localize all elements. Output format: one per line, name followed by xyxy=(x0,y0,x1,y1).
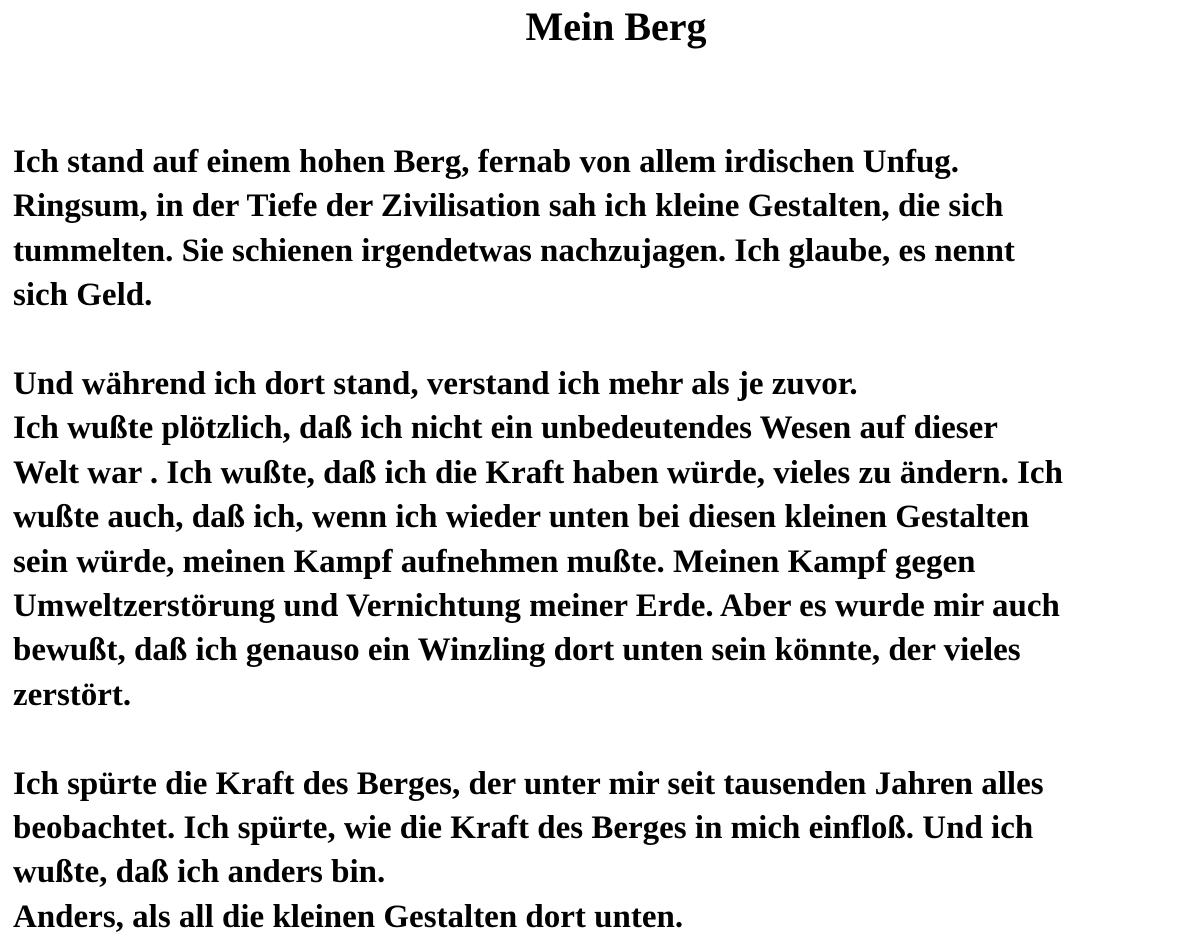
text-line: Ich wußte plötzlich, daß ich nicht ein unbedeutendes Wesen auf dieser xyxy=(13,410,998,447)
text-line: Anders, als all die kleinen Gestalten dort unten. xyxy=(13,898,684,935)
text-line: Welt war . Ich wußte, daß ich die Kraft haben würde, vieles zu ändern. Ich xyxy=(13,454,1063,491)
text-line: Und während ich dort stand, verstand ich mehr als je zuvor. xyxy=(13,366,858,403)
paragraph-gap xyxy=(13,318,1198,362)
text-line: bewußt, daß ich genauso ein Winzling dort unten sein könnte, der vieles xyxy=(13,632,1021,669)
paragraph-1 xyxy=(13,140,1198,318)
paragraph-3 xyxy=(13,762,1198,940)
text-line: sein würde, meinen Kampf aufnehmen mußte. Meinen Kampf gegen xyxy=(13,543,976,580)
text-line: tummelten. Sie schienen irgendetwas nachzujagen. Ich glaube, es nennt xyxy=(13,232,1015,269)
text-line: Ringsum, in der Tiefe der Zivilisation sah ich kleine Gestalten, die sich xyxy=(13,188,1004,225)
text-line: zerstört. xyxy=(13,676,132,713)
text-line: Umweltzerstörung und Vernichtung meiner Erde. Aber es wurde mir auch xyxy=(13,588,1060,625)
paragraph-gap xyxy=(13,717,1198,761)
document-title: Mein Berg xyxy=(525,4,707,49)
text-line: wußte auch, daß ich, wenn ich wieder unten bei diesen kleinen Gestalten xyxy=(13,499,1030,536)
text-line: sich Geld. xyxy=(13,277,153,314)
paragraph-2 xyxy=(13,362,1198,717)
text-line: beobachtet. Ich spürte, wie die Kraft des Berges in mich einfloß. Und ich xyxy=(13,810,1034,847)
document-body xyxy=(13,140,1198,939)
text-line: Ich stand auf einem hohen Berg, fernab von allem irdischen Unfug. xyxy=(13,144,960,180)
text-line: wußte, daß ich anders bin. xyxy=(13,854,386,891)
text-line: Ich spürte die Kraft des Berges, der unter mir seit tausenden Jahren alles xyxy=(13,765,1044,802)
